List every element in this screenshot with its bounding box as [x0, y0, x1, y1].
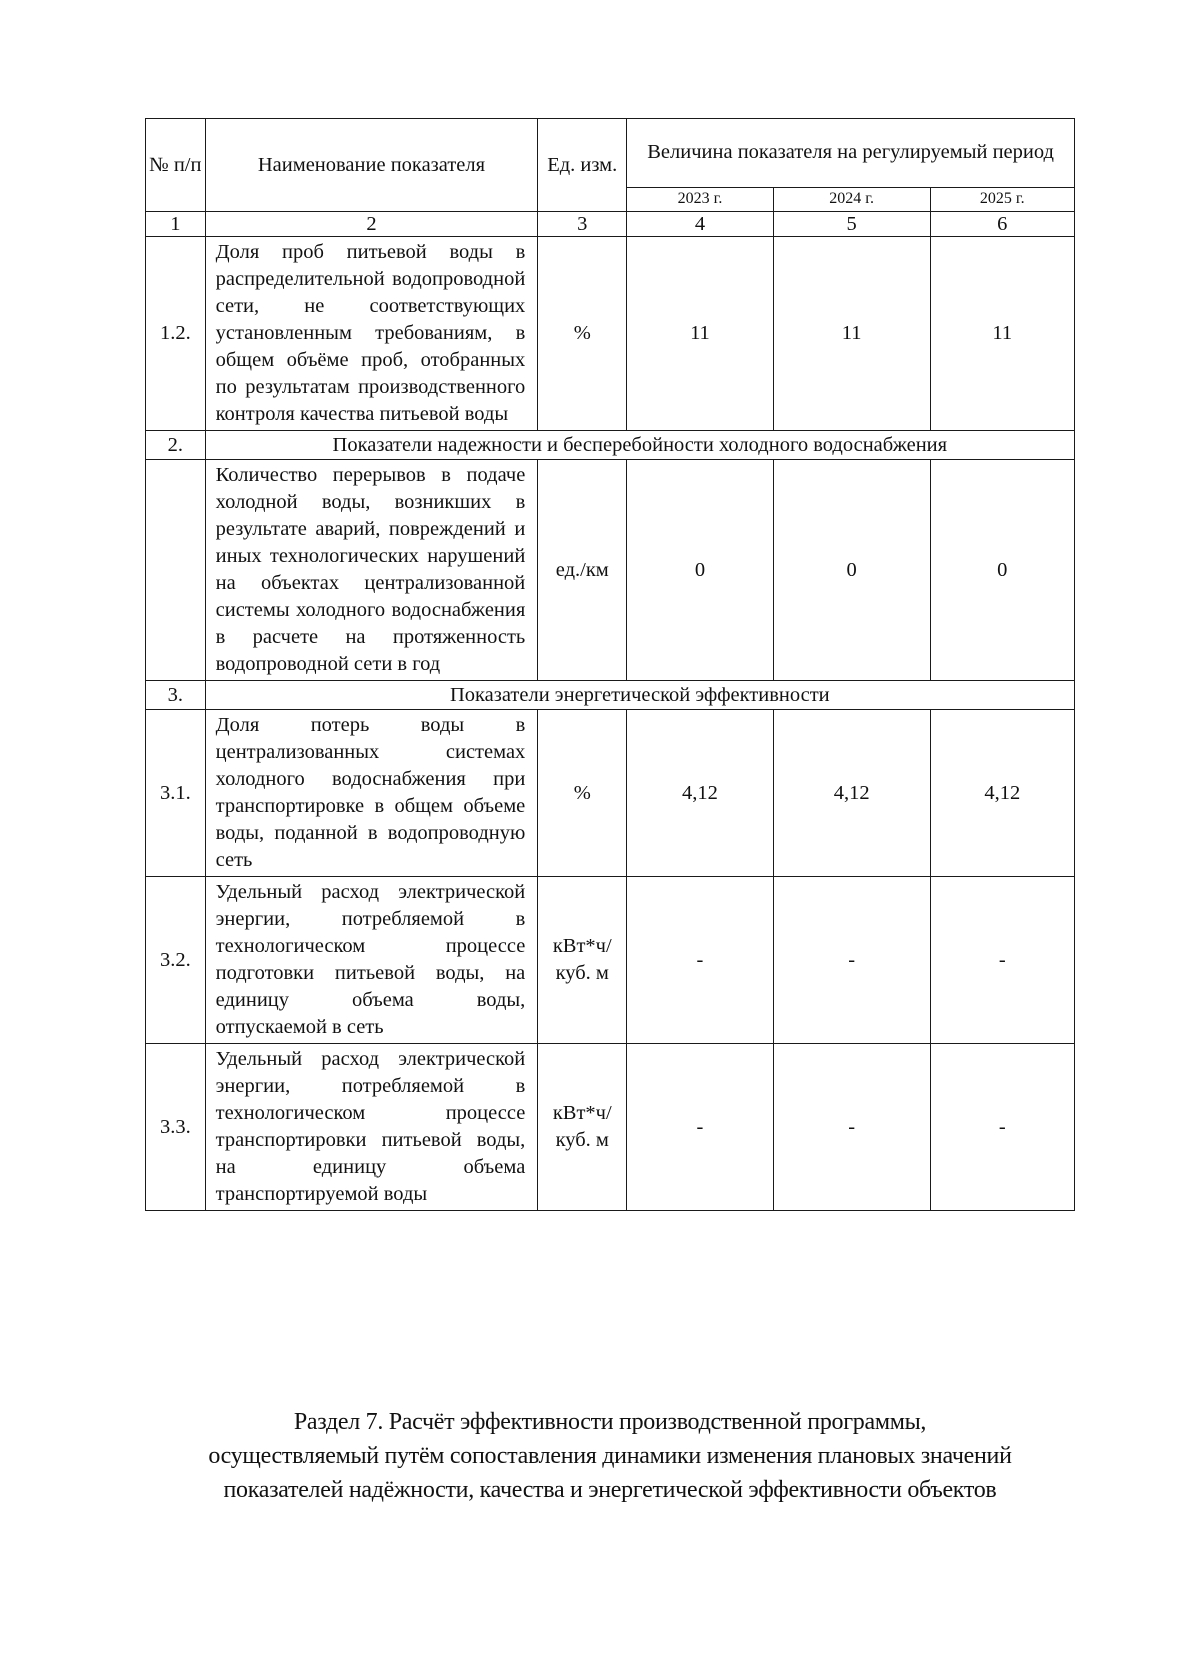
row-value-2025: 0 — [930, 460, 1074, 681]
section-heading — [145, 1405, 1075, 1507]
section-title: Показатели энергетической эффективности — [205, 681, 1074, 710]
column-numbers-row — [146, 212, 1075, 237]
section-num: 3. — [146, 681, 206, 710]
column-number: 1 — [146, 212, 206, 237]
row-value-2024: - — [773, 877, 930, 1044]
column-number: 5 — [773, 212, 930, 237]
row-value-2025: 11 — [930, 237, 1074, 431]
row-name: Удельный расход электрической энергии, потребляемой в технологическом процессе подготовки питьевой воды, на единицу объема воды, отпускаемой в сеть — [205, 877, 538, 1044]
section-heading-line: осуществляемый путём сопоставления динамики изменения плановых значений — [208, 1443, 1012, 1469]
section-row — [146, 431, 1075, 460]
table-row — [146, 710, 1075, 877]
table-row — [146, 1044, 1075, 1211]
header-year-2024: 2024 г. — [773, 187, 930, 211]
table-row — [146, 460, 1075, 681]
row-unit: % — [538, 710, 627, 877]
row-name: Доля проб питьевой воды в распределительной водопроводной сети, не соответствующих установленным требованиям, в общем объёме проб, отобранных по результатам производственного контроля качества питьевой воды — [205, 237, 538, 431]
row-value-2023: 4,12 — [627, 710, 773, 877]
section-num: 2. — [146, 431, 206, 460]
column-number: 4 — [627, 212, 773, 237]
row-value-2023: - — [627, 877, 773, 1044]
column-number: 6 — [930, 212, 1074, 237]
row-unit — [538, 877, 627, 1044]
header-year-2023: 2023 г. — [627, 187, 773, 211]
section-heading-line: Раздел 7. Расчёт эффективности производственной программы, — [293, 1409, 927, 1435]
row-unit: ед./км — [538, 460, 627, 681]
row-value-2024: 4,12 — [773, 710, 930, 877]
header-num: № п/п — [146, 119, 206, 212]
row-value-2023: 11 — [627, 237, 773, 431]
row-num: 1.2. — [146, 237, 206, 431]
row-value-2024: 11 — [773, 237, 930, 431]
row-value-2025: - — [930, 877, 1074, 1044]
row-num — [146, 460, 206, 681]
table-row — [146, 877, 1075, 1044]
table-row — [146, 237, 1075, 431]
row-value-2025: 4,12 — [930, 710, 1074, 877]
header-period: Величина показателя на регулируемый период — [627, 119, 1075, 188]
row-unit-line: кВт*ч/ — [552, 1102, 612, 1124]
section-row — [146, 681, 1075, 710]
row-unit-line: кВт*ч/ — [552, 935, 612, 957]
row-value-2024: 0 — [773, 460, 930, 681]
header-name: Наименование показателя — [205, 119, 538, 212]
row-unit-line: куб. м — [555, 962, 609, 984]
row-num: 3.1. — [146, 710, 206, 877]
row-num: 3.3. — [146, 1044, 206, 1211]
column-number: 2 — [205, 212, 538, 237]
row-value-2023: 0 — [627, 460, 773, 681]
header-unit: Ед. изм. — [538, 119, 627, 212]
section-title: Показатели надежности и бесперебойности холодного водоснабжения — [205, 431, 1074, 460]
row-value-2023: - — [627, 1044, 773, 1211]
row-unit-line: куб. м — [555, 1129, 609, 1151]
row-name: Удельный расход электрической энергии, потребляемой в технологическом процессе транспортировки питьевой воды, на единицу объема транспортируемой воды — [205, 1044, 538, 1211]
table-header-row — [146, 119, 1075, 188]
section-heading-line: показателей надёжности, качества и энергетической эффективности объектов — [223, 1477, 997, 1503]
row-name: Доля потерь воды в централизованных системах холодного водоснабжения при транспортировке в общем объеме воды, поданной в водопроводную сеть — [205, 710, 538, 877]
row-value-2025: - — [930, 1044, 1074, 1211]
indicators-table — [145, 118, 1075, 1211]
row-unit: % — [538, 237, 627, 431]
header-year-2025: 2025 г. — [930, 187, 1074, 211]
row-name: Количество перерывов в подаче холодной воды, возникших в результате аварий, повреждений и иных технологических нарушений на объектах централизованной системы холодного водоснабжения в расчете на протяженность водопроводной сети в год — [205, 460, 538, 681]
row-unit — [538, 1044, 627, 1211]
row-num: 3.2. — [146, 877, 206, 1044]
column-number: 3 — [538, 212, 627, 237]
row-value-2024: - — [773, 1044, 930, 1211]
